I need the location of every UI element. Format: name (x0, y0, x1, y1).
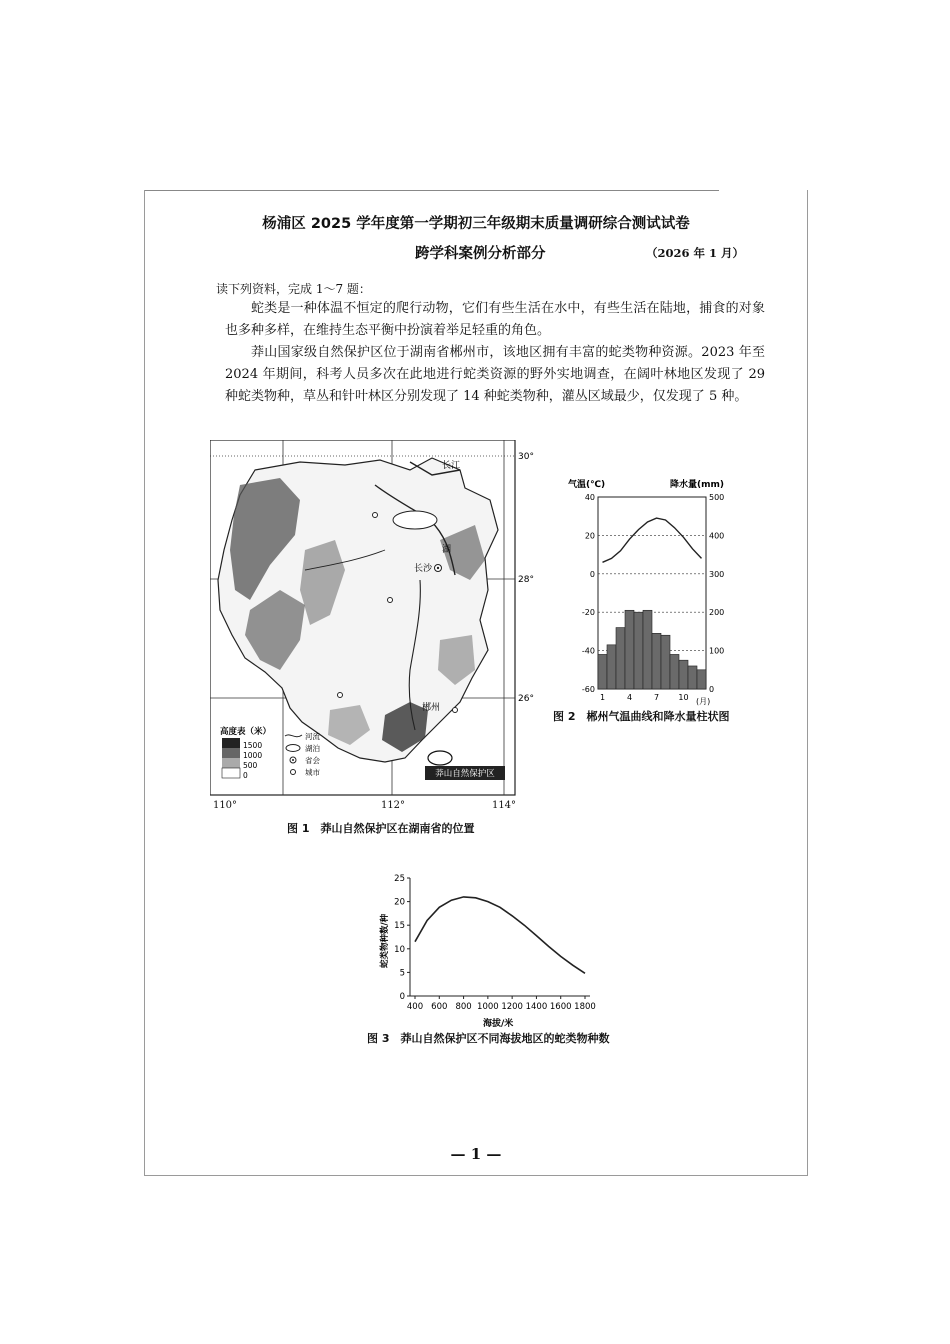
lat-label-30: 30° (518, 452, 534, 462)
precip-bar (652, 633, 661, 689)
fig3-ytick-label: 10 (394, 944, 405, 955)
figure3-caption: 图 3 莽山自然保护区不同海拔地区的蛇类物种数 (367, 1032, 610, 1045)
paragraph-reserve: 莽山国家级自然保护区位于湖南省郴州市，该地区拥有丰富的蛇类物种资源。2023 年至 2024 年期间，科考人员多次在此地进行蛇类资源的野外实地调查，在阔叶林地区发现了 29 种蛇类物种，草丛和针叶林区分别发现了 14 种蛇类物种，灌丛区域最少，仅发现了 5 种。 (225, 345, 765, 404)
precip-bar (625, 610, 634, 689)
fig2-precip-tick: 400 (709, 531, 725, 541)
fig2-temp-tick: -60 (581, 685, 595, 694)
lon-label-112: 112° (380, 800, 406, 811)
map-label-reserve: 莽山自然保护区 (435, 769, 495, 779)
fig3-ylabel: 蛇类物种数/种 (380, 913, 390, 968)
legend-level-0: 0 (243, 771, 248, 780)
fig2-month-tick: 7 (653, 693, 660, 702)
precip-bar (634, 612, 643, 689)
instruction-text: 读下列资料，完成 1～7 题： (216, 282, 371, 296)
precip-bar (643, 610, 652, 689)
figure1-map (210, 440, 545, 800)
lat-label-26: 26° (518, 694, 534, 704)
fig2-temp-tick: 40 (584, 493, 595, 502)
fig2-temp-tick: -20 (581, 608, 595, 618)
exam-date: （2026 年 1 月） (646, 246, 745, 260)
temperature-curve (603, 518, 702, 562)
precip-bar (679, 660, 688, 689)
legend-symbol-lake: 湖泊 (305, 744, 320, 753)
fig3-ytick-label: 5 (399, 968, 405, 979)
paragraph-snakes: 蛇类是一种体温不恒定的爬行动物，它们有些生活在水中，有些生活在陆地，捕食的对象也多种多样，在维持生态平衡中扮演着举足轻重的角色。 (225, 301, 765, 338)
species-curve (415, 897, 585, 973)
figure2-climate-chart (560, 475, 745, 710)
fig2-month-tick: 10 (678, 693, 689, 702)
exam-title: 杨浦区 2025 学年度第一学期初三年级期末质量调研综合测试试卷 (262, 216, 690, 232)
lat-label-28: 28° (518, 575, 534, 585)
fig3-xtick-label: 1600 (549, 1002, 572, 1012)
precip-bar (697, 670, 706, 689)
fig3-ytick-label: 25 (394, 874, 405, 884)
legend-level-1000: 1000 (243, 751, 263, 760)
legend-symbol-river: 河流 (305, 732, 320, 741)
precip-bar (607, 645, 616, 689)
fig2-temp-tick: -40 (581, 646, 595, 656)
legend-symbol-city: 城市 (305, 768, 320, 777)
fig3-xtick-label: 400 (406, 1002, 424, 1012)
map-label-chenzhou: 郴州 (422, 703, 441, 713)
fig3-xtick-label: 600 (431, 1002, 448, 1012)
legend-symbol-capital: 省会 (305, 756, 320, 765)
precip-bar (670, 654, 679, 689)
fig2-month-unit: (月) (696, 697, 711, 706)
fig2-precip-tick: 0 (709, 685, 715, 694)
lon-label-110: 110° (212, 800, 238, 811)
figure1-caption: 图 1 莽山自然保护区在湖南省的位置 (287, 822, 475, 835)
fig2-month-tick: 1 (599, 693, 606, 702)
fig2-left-axis-label: 气温(℃) (568, 480, 606, 490)
fig2-precip-tick: 300 (709, 569, 725, 579)
map-label-lake: 湖 (442, 545, 452, 555)
precip-bar (661, 635, 670, 689)
fig2-temp-tick: 20 (584, 531, 595, 541)
fig2-temp-tick: 0 (589, 569, 595, 579)
precip-bar (688, 666, 697, 689)
figure3-line-chart (375, 870, 615, 1030)
fig3-xtick-label: 1000 (477, 1002, 499, 1012)
map-label-changsha: 长沙 (414, 564, 433, 574)
page-number: — 1 — (450, 1145, 502, 1163)
fig2-precip-tick: 100 (709, 646, 725, 656)
fig2-month-tick: 4 (626, 693, 633, 702)
fig3-xlabel: 海拔/米 (483, 1019, 514, 1029)
fig3-xtick-label: 1400 (525, 1002, 548, 1012)
section-subtitle: 跨学科案例分析部分 (415, 246, 546, 262)
exam-page (144, 190, 808, 1176)
fig3-ytick-label: 20 (394, 897, 405, 908)
fig3-xtick-label: 1200 (501, 1002, 523, 1012)
fig2-precip-tick: 200 (709, 608, 725, 618)
fig2-right-axis-label: 降水量(mm) (670, 480, 724, 490)
fig3-ytick-label: 15 (394, 921, 405, 932)
fig3-xtick-label: 800 (455, 1002, 472, 1012)
fig2-precip-tick: 500 (709, 493, 725, 502)
fig3-xtick-label: 1800 (574, 1002, 596, 1012)
fig3-ytick-label: 0 (399, 992, 405, 1002)
legend-level-1500: 1500 (243, 741, 263, 750)
precip-bar (616, 628, 625, 689)
legend-elevation-title: 高度表（米） (220, 727, 272, 737)
lon-label-114: 114° (491, 800, 517, 811)
figure2-caption: 图 2 郴州气温曲线和降水量柱状图 (553, 710, 730, 723)
legend-level-500: 500 (243, 761, 258, 770)
precip-bar (598, 654, 607, 689)
map-label-river: 长江 (442, 461, 461, 471)
